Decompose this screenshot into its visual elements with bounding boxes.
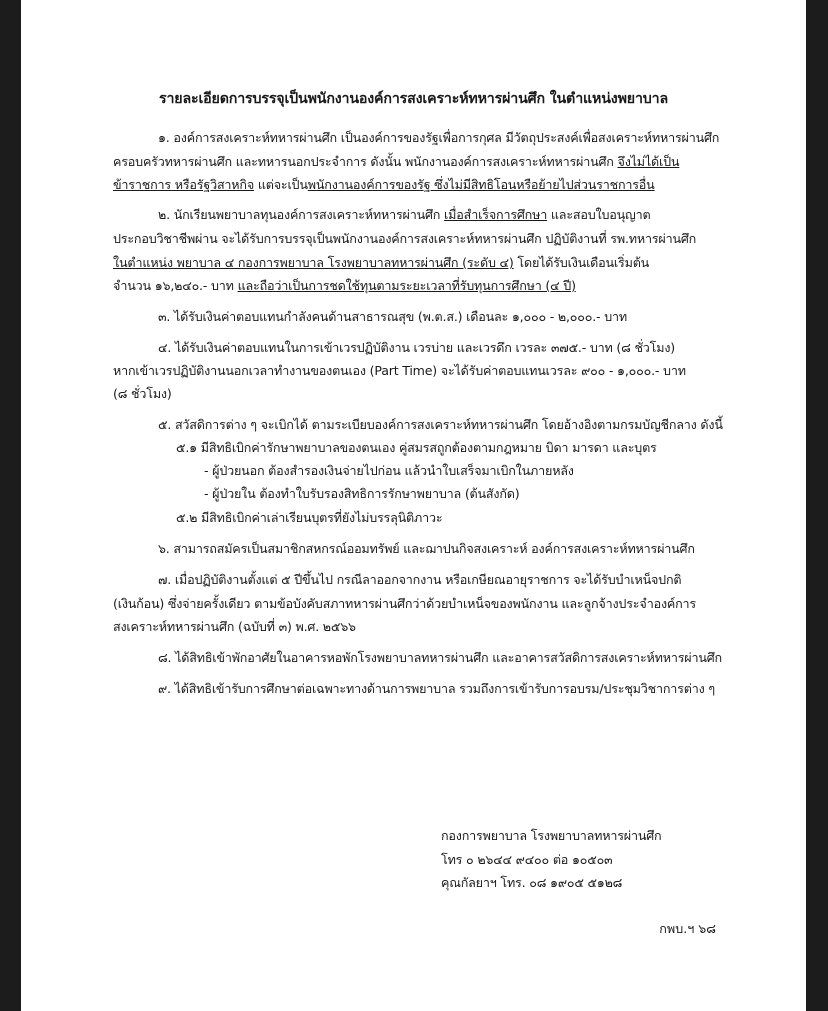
para-2-line-1-text-a: ๒. นักเรียนพยาบาลทุนองค์การสงเคราะห์ทหารผ่านศึก [158,207,445,222]
para-5-sub-1: ๕.๑ มีสิทธิเบิกค่ารักษาพยาบาลของตนเอง คู่สมรสถูกต้องตามกฎหมาย บิดา มารดา และบุตร [176,440,657,455]
para-1-line-3 [113,176,655,194]
para-3: ๓. ได้รับเงินค่าตอบแทนกำลังคนด้านสาธารณสุข (พ.ต.ส.) เดือนละ ๑,๐๐๐ - ๒,๐๐๐.- บาท [158,309,627,324]
para-7-line-2: (เงินก้อน) ซึ่งจ่ายครั้งเดียว ตามข้อบังคับสภาทหารผ่านศึกว่าด้วยบำเหน็จของพนักงาน และลูกจ้างประจำองค์การ [113,596,696,611]
para-2-line-3 [113,254,649,272]
document-page [21,0,806,1011]
signature-phone: โทร ๐ ๒๖๔๔ ๙๔๐๐ ต่อ ๑๐๕๐๓ [441,852,613,867]
para-4-line-3: (๘ ชั่วโมง) [113,386,172,401]
para-2-line-4 [113,277,576,295]
para-1-line-1: ๑. องค์การสงเคราะห์ทหารผ่านศึก เป็นองค์การของรัฐเพื่อการกุศล มีวัตถุประสงค์เพื่อสงเคราะห์ทหารผ่านศึก [158,130,720,145]
para-6: ๖. สามารถสมัครเป็นสมาชิกสหกรณ์ออมทรัพย์ และฌาปนกิจสงเคราะห์ องค์การสงเคราะห์ทหารผ่านศึก [158,541,695,556]
para-7-line-1: ๗. เมื่อปฏิบัติงานตั้งแต่ ๕ ปีขึ้นไป กรณีลาออกจากงาน หรือเกษียณอายุราชการ จะได้รับบำเหน็จปกติ [158,572,682,587]
para-2-line-1-text-b: และสอบใบอนุญาต [547,207,651,222]
para-8: ๘. ได้สิทธิเข้าพักอาศัยในอาคารหอพักโรงพยาบาลทหารผ่านศึก และอาคารสวัสดิการสงเคราะห์ทหารผ่านศึก [158,650,722,665]
para-2-underline-3: และถือว่าเป็นการชดใช้ทุนตามระยะเวลาที่รับทุนการศึกษา (๔ ปี) [237,278,576,293]
para-2-underline-1: เมื่อสำเร็จการศึกษา [444,207,548,222]
para-4-line-1: ๔. ได้รับเงินค่าตอบแทนในการเข้าเวรปฏิบัติงาน เวรบ่าย และเวรดึก เวรละ ๓๗๕.- บาท (๘ ชั่วโมง) [158,340,676,355]
para-5-sub-2: ๕.๒ มีสิทธิเบิกค่าเล่าเรียนบุตรที่ยังไม่บรรลุนิติภาวะ [176,510,443,525]
para-1-line-2 [113,153,679,171]
document-code: กพบ.ฯ ๖๘ [659,921,716,936]
para-9: ๙. ได้สิทธิเข้ารับการศึกษาต่อเฉพาะทางด้านการพยาบาล รวมถึงการเข้ารับการอบรม/ประชุมวิชาการต่าง ๆ [158,681,715,696]
para-5-sub-1b: - ผู้ป่วยใน ต้องทำใบรับรองสิทธิการรักษาพยาบาล (ต้นสังกัด) [204,486,520,501]
para-1-underline-2: ข้าราชการ หรือรัฐวิสาหกิจ [113,177,255,192]
para-2-line-1 [158,206,650,224]
signature-contact: คุณกัลยาฯ โทร. ๐๘ ๑๙๐๕ ๕๑๒๘ [441,875,623,890]
para-2-line-3-text: โดยได้รับเงินเดือนเริ่มต้น [513,255,650,270]
document-title: รายละเอียดการบรรจุเป็นพนักงานองค์การสงเคราะห์ทหารผ่านศึก ในตำแหน่งพยาบาล [159,91,668,107]
para-1-underline-3: พนักงานองค์การของรัฐ ซึ่งไม่มีสิทธิโอนหรือย้ายไปส่วนราชการอื่น [307,177,655,192]
para-5-sub-1a: - ผู้ป่วยนอก ต้องสำรองเงินจ่ายไปก่อน แล้วนำใบเสร็จมาเบิกในภายหลัง [204,463,574,478]
signature-org: กองการพยาบาล โรงพยาบาลทหารผ่านศึก [441,828,662,843]
para-1-line-2-text: ครอบครัวทหารผ่านศึก และทหารนอกประจำการ ดังนั้น พนักงานองค์การสงเคราะห์ทหารผ่านศึก [113,154,618,169]
para-1-underline-1: จึงไม่ได้เป็น [617,154,680,169]
para-5-line-1: ๕. สวัสดิการต่าง ๆ จะเบิกได้ ตามระเบียบองค์การสงเคราะห์ทหารผ่านศึก โดยอ้างอิงตามกรมบัญชีกลาง ดังนี้ [158,417,723,432]
para-2-underline-2: ในตำแหน่ง พยาบาล ๔ กองการพยาบาล โรงพยาบาลทหารผ่านศึก (ระดับ ๔) [113,255,514,270]
para-1-line-3-text: แต่จะเป็น [254,177,308,192]
para-4-line-2: หากเข้าเวรปฏิบัติงานนอกเวลาทำงานของตนเอง (Part Time) จะได้รับค่าตอบแทนเวรละ ๙๐๐ - ๑,๐๐๐.- บาท [113,363,686,378]
para-2-line-2: ประกอบวิชาชีพผ่าน จะได้รับการบรรจุเป็นพนักงานองค์การสงเคราะห์ทหารผ่านศึก ปฏิบัติงานที่ รพ.ทหารผ่านศึก [113,231,697,246]
para-2-line-4-text: จำนวน ๑๖,๒๔๐.- บาท [113,278,238,293]
para-7-line-3: สงเคราะห์ทหารผ่านศึก (ฉบับที่ ๓) พ.ศ. ๒๕๖๖ [113,619,356,634]
